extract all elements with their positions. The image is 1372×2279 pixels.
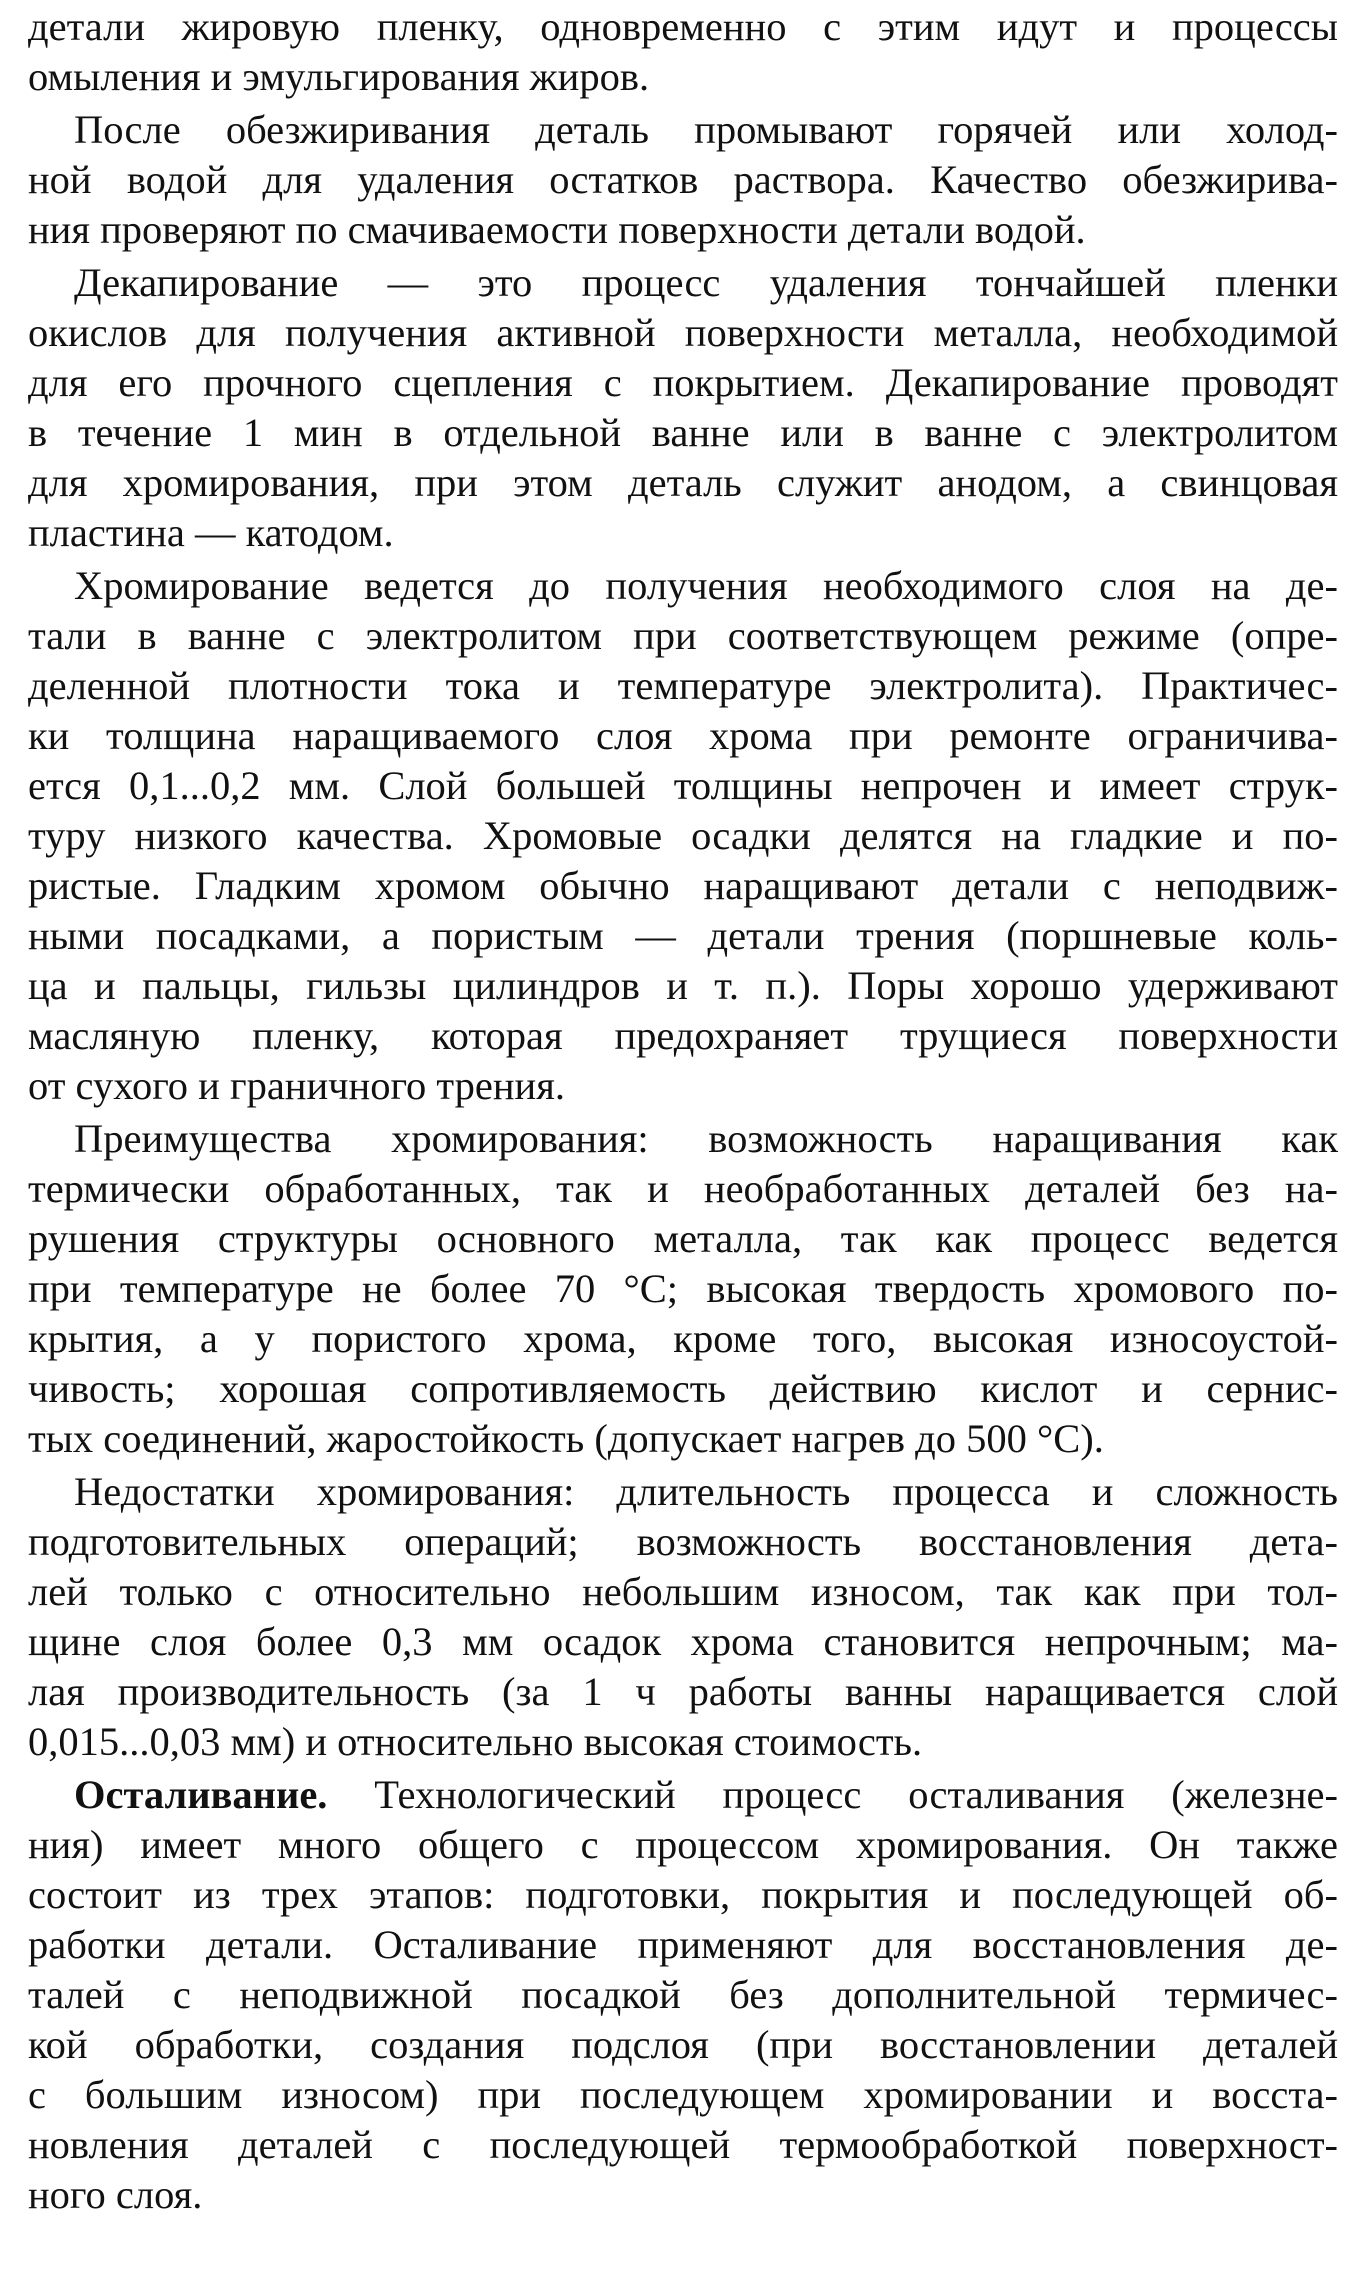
text-line: Преимущества хромирования: возможность наращивания как bbox=[74, 1116, 1338, 1161]
text-line: ния) имеет много общего с процессом хромирования. Он также bbox=[28, 1822, 1338, 1867]
text-line: работки детали. Осталивание применяют для восстановления де- bbox=[28, 1922, 1338, 1967]
text-line: чивость; хорошая сопротивляемость действию кислот и сернис- bbox=[28, 1366, 1338, 1411]
text-line: с большим износом) при последующем хромировании и восста- bbox=[28, 2072, 1338, 2117]
text-line: 0,015...0,03 мм) и относительно высокая стоимость. bbox=[28, 1719, 923, 1764]
text-line: рушения структуры основного металла, так как процесс ведется bbox=[28, 1216, 1338, 1261]
text-line: в течение 1 мин в отдельной ванне или в ванне с электролитом bbox=[28, 410, 1338, 455]
text-line: новления деталей с последующей термообработкой поверхност- bbox=[28, 2122, 1338, 2167]
text-line: при температуре не более 70 °С; высокая твердость хромового по- bbox=[28, 1266, 1338, 1311]
text-line: крытия, а у пористого хрома, кроме того, высокая износоустой- bbox=[28, 1316, 1338, 1361]
text-line: талей с неподвижной посадкой без дополнительной термичес- bbox=[28, 1972, 1338, 2017]
text-line: деленной плотности тока и температуре электролита). Практичес- bbox=[28, 663, 1338, 708]
text-line: лая производительность (за 1 ч работы ванны наращивается слой bbox=[28, 1669, 1338, 1714]
section-heading: Осталивание. bbox=[74, 1772, 328, 1817]
text-line: термически обработанных, так и необработанных деталей без на- bbox=[28, 1166, 1338, 1211]
text-line: пластина — катодом. bbox=[28, 510, 394, 555]
text-line: ной водой для удаления остатков раствора. Качество обезжирива- bbox=[28, 157, 1338, 202]
text-line: подготовительных операций; возможность восстановления дета- bbox=[28, 1519, 1338, 1564]
text-line: для хромирования, при этом деталь служит анодом, а свинцовая bbox=[28, 460, 1338, 505]
text-line: от сухого и граничного трения. bbox=[28, 1063, 565, 1108]
text-line: масляную пленку, которая предохраняет трущиеся поверхности bbox=[28, 1013, 1338, 1058]
text-line: туру низкого качества. Хромовые осадки делятся на гладкие и по- bbox=[28, 813, 1338, 858]
text-line: лей только с относительно небольшим износом, так как при тол- bbox=[28, 1569, 1338, 1614]
text-line: ного слоя. bbox=[28, 2172, 203, 2217]
text-line: кой обработки, создания подслоя (при восстановлении деталей bbox=[28, 2022, 1338, 2067]
text-line: ными посадками, а пористым — детали трения (поршневые коль- bbox=[28, 913, 1338, 958]
text-line: ки толщина наращиваемого слоя хрома при ремонте ограничива- bbox=[28, 713, 1338, 758]
text-line: ния проверяют по смачиваемости поверхности детали водой. bbox=[28, 207, 1086, 252]
text-line: для его прочного сцепления с покрытием. Декапирование проводят bbox=[28, 360, 1338, 405]
text-line: окислов для получения активной поверхности металла, необходимой bbox=[28, 310, 1338, 355]
text-line: Декапирование — это процесс удаления тончайшей пленки bbox=[74, 260, 1338, 305]
text-line: тали в ванне с электролитом при соответствующем режиме (опре- bbox=[28, 613, 1338, 658]
text-line: Недостатки хромирования: длительность процесса и сложность bbox=[74, 1469, 1338, 1514]
text-line: После обезжиривания деталь промывают горячей или холод- bbox=[74, 107, 1338, 152]
text-line: ристые. Гладким хромом обычно наращивают детали с неподвиж- bbox=[28, 863, 1338, 908]
text-line: состоит из трех этапов: подготовки, покрытия и последующей об- bbox=[28, 1872, 1338, 1917]
text-line: щине слоя более 0,3 мм осадок хрома становится непрочным; ма- bbox=[28, 1619, 1338, 1664]
text-line: Хромирование ведется до получения необходимого слоя на де- bbox=[74, 563, 1338, 608]
text-line: ца и пальцы, гильзы цилиндров и т. п.). Поры хорошо удерживают bbox=[28, 963, 1338, 1008]
text-line: омыления и эмульгирования жиров. bbox=[28, 54, 650, 99]
text-line: тых соединений, жаростойкость (допускает нагрев до 500 °С). bbox=[28, 1416, 1104, 1461]
text-line: ется 0,1...0,2 мм. Слой большей толщины непрочен и имеет струк- bbox=[28, 763, 1338, 808]
heading-line-text: Технологический процесс осталивания (железне- bbox=[327, 1772, 1338, 1817]
text-line: детали жировую пленку, одновременно с этим идут и процессы bbox=[28, 4, 1338, 49]
text-line bbox=[74, 1770, 1338, 1820]
